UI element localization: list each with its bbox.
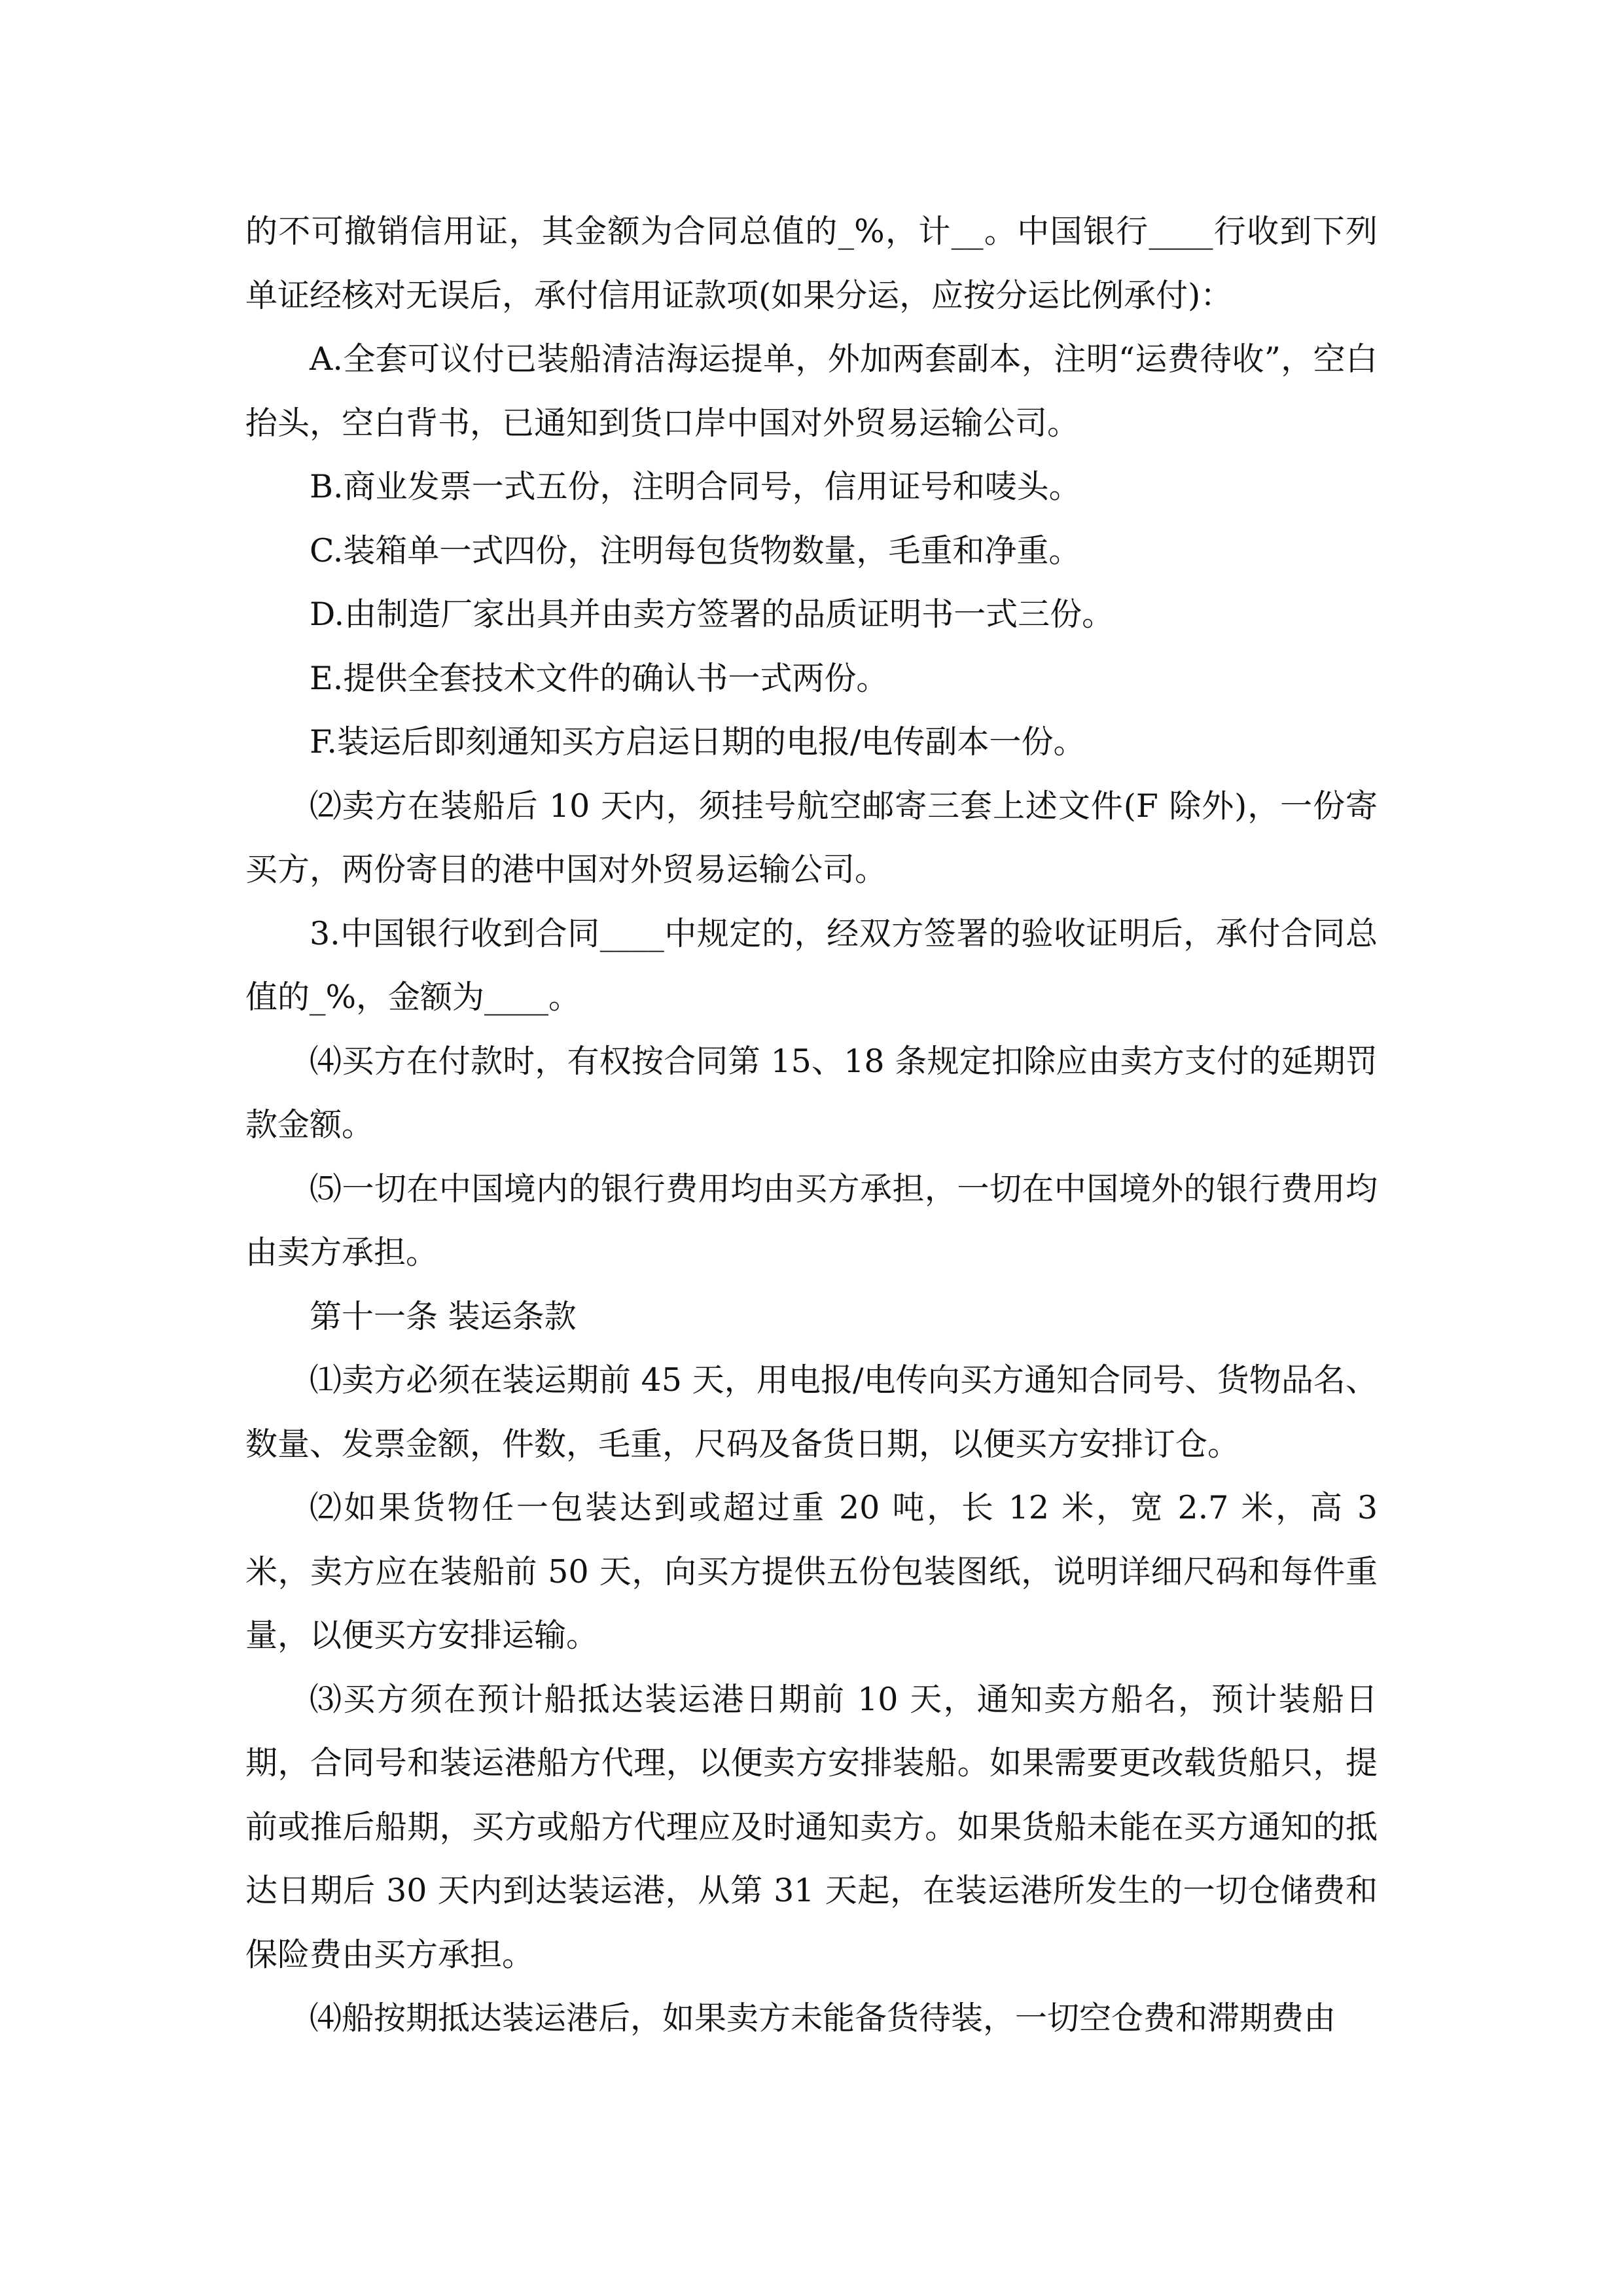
document-body (245, 200, 1378, 2051)
paragraph-clause-5: ⑸一切在中国境内的银行费用均由买方承担，一切在中国境外的银行费用均由卖方承担。 (245, 1170, 1378, 1271)
paragraph-clause-4: ⑷买方在付款时，有权按合同第 15、18 条规定扣除应由卖方支付的延期罚款金额。 (245, 1042, 1378, 1143)
article-11-heading: 第十一条 装运条款 (310, 1297, 577, 1335)
paragraph-shipment-3: ⑶买方须在预计船抵达装运港日期前 10 天，通知卖方船名，预计装船日期，合同号和装运港船方代理，以便卖方安排装船。如果需要更改载货船只，提前或推后船期，买方或船方代理应及时通知卖方。如果货船未能在买方通知的抵达日期后 30 天内到达装运港，从第 31 天起，在装运港所发生的一切仓储费和保险费由买方承担。 (245, 1680, 1378, 1973)
paragraph-shipment-4: ⑷船按期抵达装运港后，如果卖方未能备货待装，一切空仓费和滞期费由 (310, 2000, 1336, 2037)
paragraph-shipment-1: ⑴卖方必须在装运期前 45 天，用电报/电传向买方通知合同号、货物品名、数量、发票金额，件数，毛重，尺码及备货日期，以便买方安排订仓。 (245, 1361, 1378, 1463)
paragraph-clause-2: ⑵卖方在装船后 10 天内，须挂号航空邮寄三套上述文件(F 除外)，一份寄买方，两份寄目的港中国对外贸易运输公司。 (245, 787, 1378, 888)
paragraph-item-b: B.商业发票一式五份，注明合同号，信用证号和唛头。 (310, 468, 1081, 505)
paragraph-lc-continuation: 的不可撤销信用证，其金额为合同总值的_%，计__。中国银行____行收到下列单证经核对无误后，承付信用证款项(如果分运，应按分运比例承付)： (245, 213, 1378, 314)
paragraph-shipment-2: ⑵如果货物任一包装达到或超过重 20 吨，长 12 米，宽 2.7 米，高 3 米，卖方应在装船前 50 天，向买方提供五份包装图纸，说明详细尺码和每件重量，以便买方安排运输。 (245, 1489, 1378, 1654)
paragraph-item-c: C.装箱单一式四份，注明每包货物数量，毛重和净重。 (310, 531, 1081, 569)
paragraph-item-a: A.全套可议付已装船清洁海运提单，外加两套副本，注明“运费待收”，空白抬头，空白背书，已通知到货口岸中国对外贸易运输公司。 (245, 340, 1378, 442)
paragraph-item-f: F.装运后即刻通知买方启运日期的电报/电传副本一份。 (310, 723, 1086, 761)
paragraph-item-e: E.提供全套技术文件的确认书一式两份。 (310, 659, 889, 697)
paragraph-clause-3: 3.中国银行收到合同____中规定的，经双方签署的验收证明后，承付合同总值的_%，金额为____。 (245, 914, 1378, 1016)
paragraph-item-d: D.由制造厂家出具并由卖方签署的品质证明书一式三份。 (310, 596, 1115, 633)
